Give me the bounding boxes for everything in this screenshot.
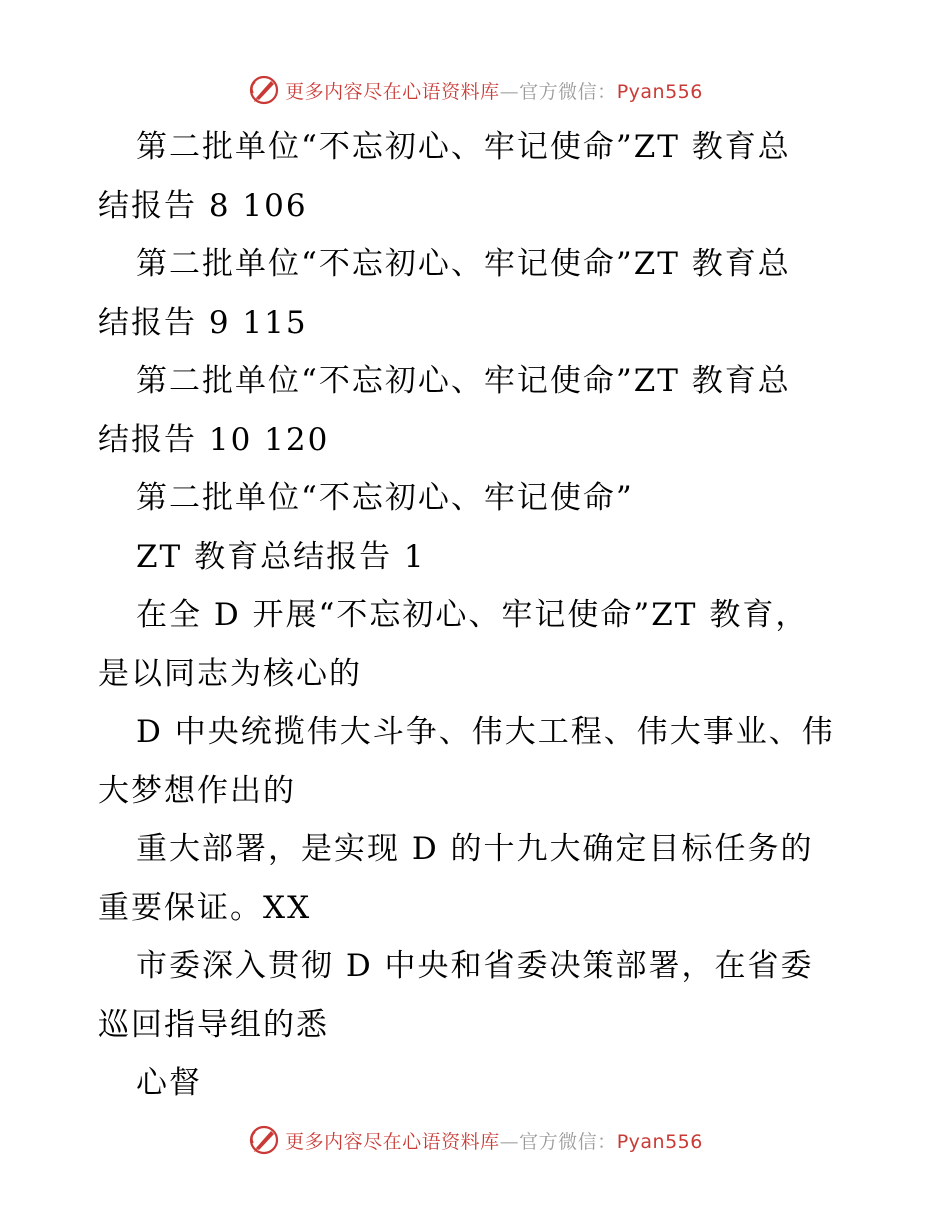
watermark-separator: — (499, 80, 520, 103)
body-line: 第二批单位“不忘初心、牢记使命” (136, 480, 634, 516)
watermark-brand: 更多内容尽在心语资料库 (285, 80, 500, 103)
body-line: 重要保证。XX (98, 889, 312, 926)
watermark-wechat-id: Pyan556 (616, 80, 703, 103)
page-footer-watermark (0, 1120, 950, 1160)
watermark-text (285, 77, 703, 104)
body-line: 结报告 10 120 (98, 421, 330, 458)
body-line: 大梦想作出的 (98, 772, 296, 809)
document-body (98, 118, 858, 1113)
page-header-watermark (0, 70, 950, 110)
watermark-text (285, 1127, 703, 1154)
body-line: 第二批单位“不忘初心、牢记使命”ZT 教育总 (136, 363, 791, 399)
watermark-label: 官方微信： (519, 1130, 617, 1153)
body-line: ZT 教育总结报告 1 (136, 538, 426, 575)
watermark-separator: — (499, 1130, 520, 1153)
body-line: D 中央统揽伟大斗争、伟大工程、伟大事业、伟 (136, 714, 835, 750)
body-line: 心督 (136, 1065, 202, 1101)
body-line: 第二批单位“不忘初心、牢记使命”ZT 教育总 (136, 246, 791, 282)
body-line: 是以同志为核心的 (98, 655, 362, 692)
body-line: 市委深入贯彻 D 中央和省委决策部署，在省委 (136, 948, 814, 984)
body-line: 巡回指导组的悉 (98, 1006, 329, 1043)
watermark-label: 官方微信： (519, 80, 617, 103)
quill-pen-logo-icon (247, 73, 281, 107)
body-line: 在全 D 开展“不忘初心、牢记使命”ZT 教育， (136, 597, 809, 633)
body-line: 第二批单位“不忘初心、牢记使命”ZT 教育总 (136, 129, 791, 165)
body-line: 重大部署，是实现 D 的十九大确定目标任务的 (136, 831, 814, 867)
quill-pen-logo-icon (247, 1123, 281, 1157)
body-line: 结报告 9 115 (98, 304, 308, 341)
watermark-brand: 更多内容尽在心语资料库 (285, 1130, 500, 1153)
body-line: 结报告 8 106 (98, 187, 308, 224)
watermark-wechat-id: Pyan556 (616, 1130, 703, 1153)
